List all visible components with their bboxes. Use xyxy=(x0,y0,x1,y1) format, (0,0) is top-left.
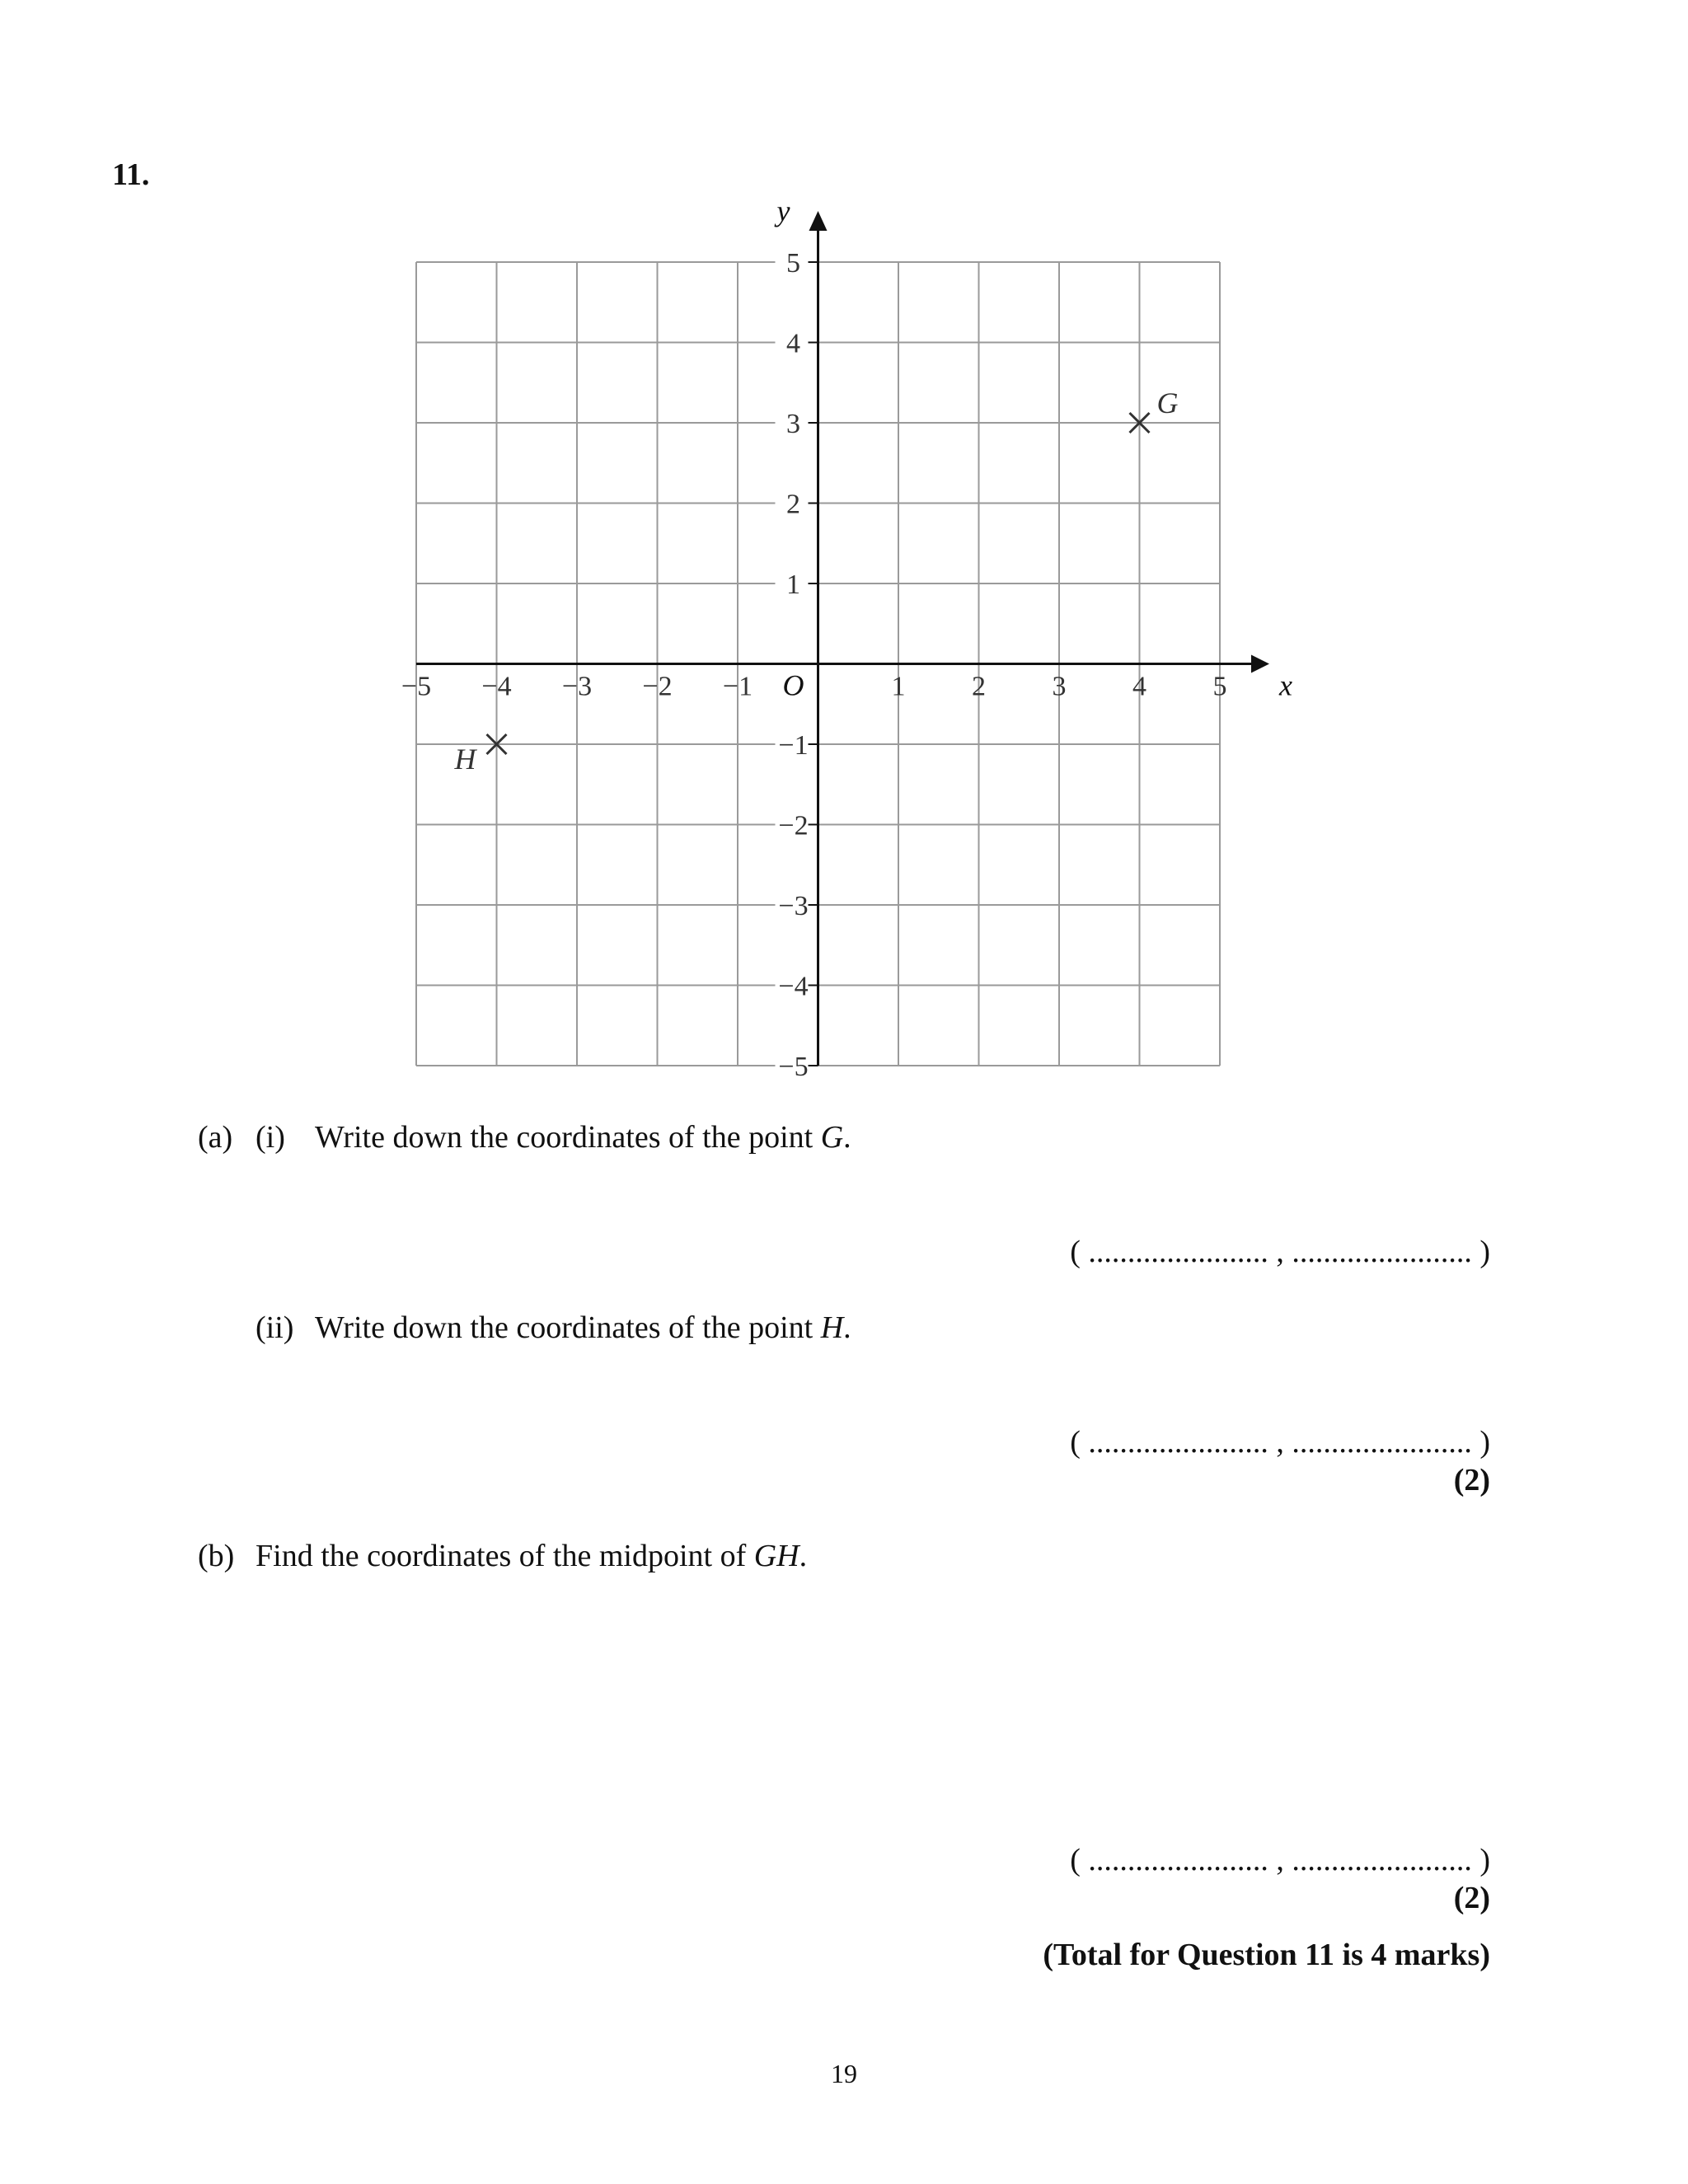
page-number: 19 xyxy=(831,2059,857,2088)
x-tick-label: −2 xyxy=(642,671,673,702)
x-tick-label: 4 xyxy=(1132,671,1146,702)
part-a-marks: (2) xyxy=(1453,1463,1490,1497)
y-tick-label: 3 xyxy=(786,409,800,439)
y-tick-label: −1 xyxy=(778,730,809,761)
answer-line-b[interactable]: ( ....................... , ....................... ) xyxy=(1070,1843,1490,1877)
point-h-label: H xyxy=(454,743,476,776)
part-b-text: Find the coordinates of the midpoint of xyxy=(256,1539,754,1573)
x-tick-label: −1 xyxy=(722,671,753,702)
x-tick-label: −5 xyxy=(401,671,432,702)
x-tick-label: 5 xyxy=(1212,671,1227,702)
y-tick-label: −2 xyxy=(778,810,809,841)
y-tick-label: −3 xyxy=(778,891,809,921)
part-a-label: (a) xyxy=(198,1120,233,1155)
x-axis-label: x xyxy=(1279,668,1292,702)
y-axis-arrow xyxy=(809,211,828,231)
answer-line-a-ii[interactable]: ( ....................... , ....................... ) xyxy=(1070,1425,1490,1460)
x-tick-label: −3 xyxy=(561,671,593,702)
x-tick-label: 2 xyxy=(972,671,986,702)
part-a-i-end: . xyxy=(843,1120,851,1155)
y-tick-label: −4 xyxy=(778,971,809,1002)
origin-label: O xyxy=(782,668,804,702)
x-tick-label: 3 xyxy=(1052,671,1067,702)
question-number: 11. xyxy=(112,157,150,192)
total-marks: (Total for Question 11 is 4 marks) xyxy=(1043,1938,1490,1972)
part-a-ii-label: (ii) xyxy=(256,1310,294,1345)
part-b-question xyxy=(256,1538,807,1574)
part-a-i-text: Write down the coordinates of the point xyxy=(315,1120,821,1155)
y-axis-label: y xyxy=(776,194,790,227)
part-a-i-label: (i) xyxy=(256,1120,285,1155)
part-a-ii-text: Write down the coordinates of the point xyxy=(315,1310,821,1345)
x-tick-label: 1 xyxy=(891,671,906,702)
part-b-label: (b) xyxy=(198,1539,235,1573)
part-a-ii-end: . xyxy=(843,1310,851,1345)
part-b-end: . xyxy=(799,1539,808,1573)
point-g-label: G xyxy=(1156,387,1179,419)
segment-gh-name: GH xyxy=(753,1539,799,1573)
y-tick-label: 1 xyxy=(786,569,800,600)
y-tick-label: 4 xyxy=(786,328,800,359)
part-a-ii-question xyxy=(315,1310,851,1346)
part-a-i-question xyxy=(315,1119,851,1155)
point-g-name: G xyxy=(820,1120,844,1155)
x-axis-arrow xyxy=(1251,655,1269,673)
coordinate-grid-svg xyxy=(0,0,1688,1088)
part-b-marks: (2) xyxy=(1453,1881,1490,1915)
y-tick-label: −5 xyxy=(778,1052,809,1082)
y-tick-label: 2 xyxy=(786,489,800,520)
point-h-name: H xyxy=(820,1310,844,1345)
answer-line-a-i[interactable]: ( ....................... , ....................... ) xyxy=(1070,1235,1490,1269)
x-tick-label: −4 xyxy=(481,671,512,702)
y-tick-label: 5 xyxy=(786,248,800,279)
